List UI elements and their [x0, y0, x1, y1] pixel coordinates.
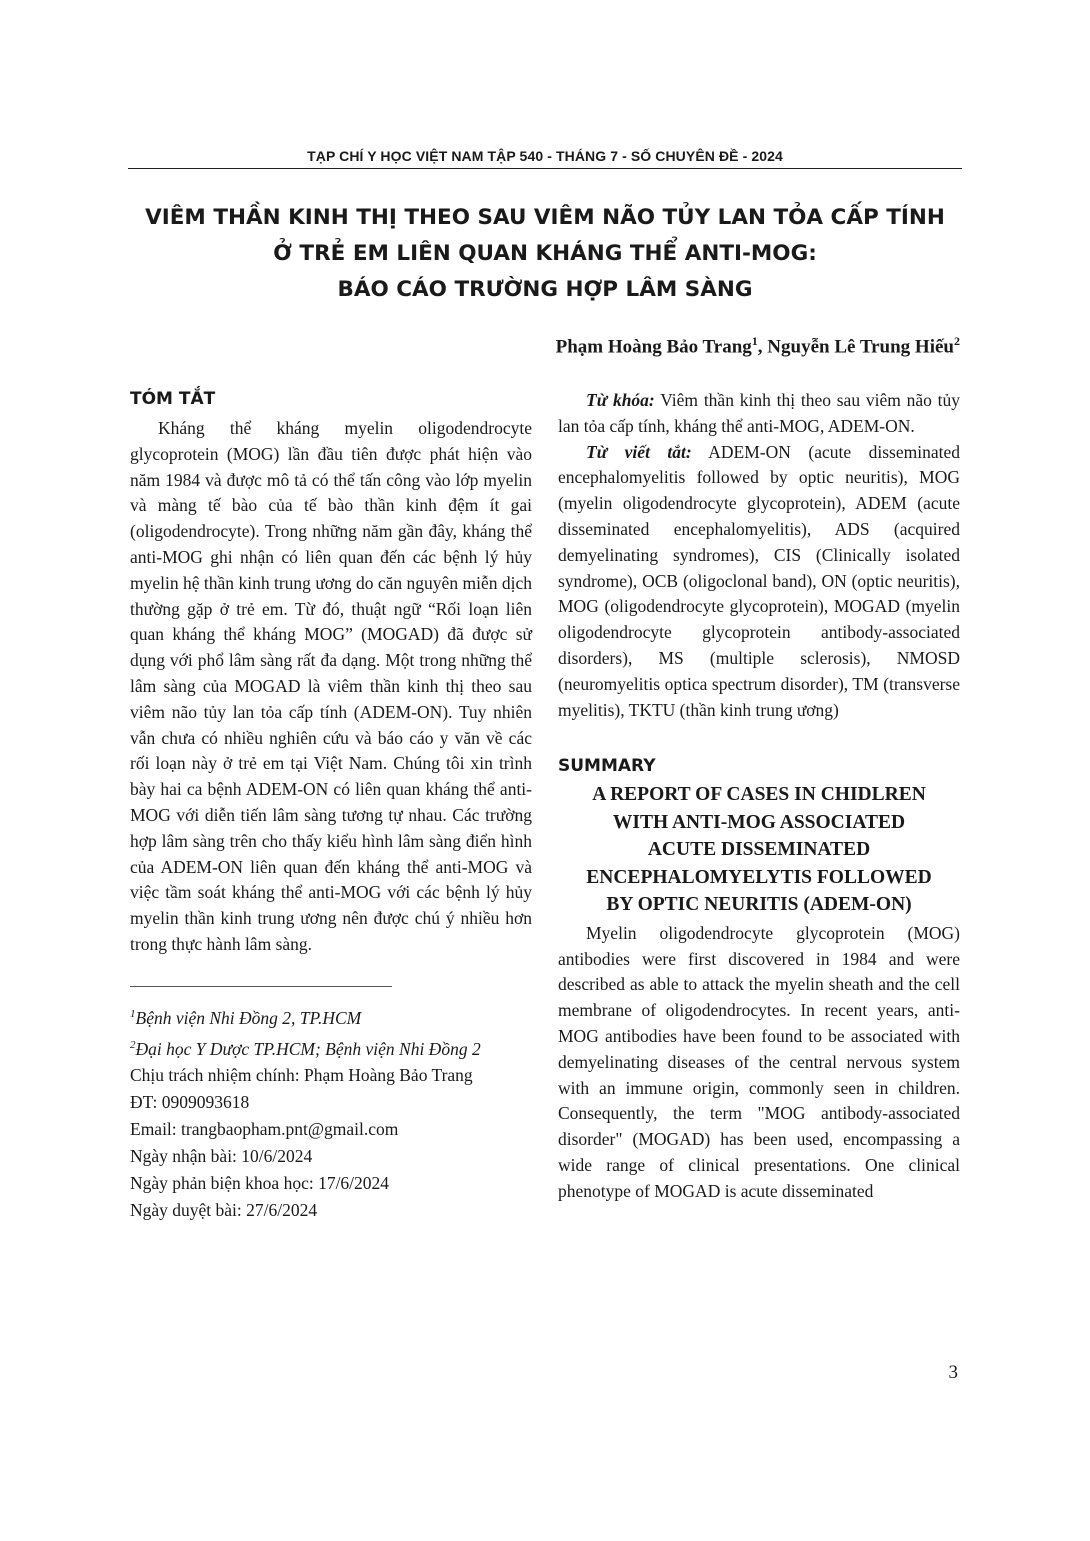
title-line-1: VIÊM THẦN KINH THỊ THEO SAU VIÊM NÃO TỦY LAN TỎA CẤP TÍNH — [145, 205, 945, 230]
abstract-text: Kháng thể kháng myelin oligodendrocyte glycoprotein (MOG) lần đầu tiên được phát hiện vào năm 1984 và được mô tả có thể tấn công vào lớp myelin và màng tế bào của tế bào thần kinh đệm ít gai (oligodendrocyte). Trong những năm gần đây, kháng thể anti-MOG ghi nhận có liên quan đến các bệnh lý hủy myelin hệ thần kinh trung ương do căn nguyên miễn dịch thường gặp ở trẻ em. Từ đó, thuật ngữ “Rối loạn liên quan kháng thể kháng MOG” (MOGAD) đã được sử dụng với phổ lâm sàng rất đa dạng. Một trong những thể lâm sàng của MOGAD là viêm thần kinh thị theo sau viêm não tủy lan tỏa cấp tính (ADEM-ON). Tuy nhiên vẫn chưa có nhiều nghiên cứu và báo cáo y văn về các rối loạn này ở trẻ em tại Việt Nam. Chúng tôi xin trình bày hai ca bệnh ADEM-ON có liên quan kháng thể anti-MOG với diễn tiến lâm sàng tương tự nhau. Các trường hợp lâm sàng trên cho thấy kiểu hình lâm sàng điển hình của ADEM-ON liên quan đến kháng thể anti-MOG và việc tầm soát kháng thể anti-MOG với các bệnh lý hủy myelin thần kinh trung ương nên được chú ý nhiều hơn trong thực hành lâm sàng. — [130, 418, 532, 954]
abbreviations-label: Từ viết tắt: — [586, 441, 692, 462]
article-title — [100, 200, 990, 308]
running-header: TẠP CHÍ Y HỌC VIỆT NAM TẬP 540 - THÁNG 7 - SỐ CHUYÊN ĐỀ - 2024 — [307, 148, 783, 164]
footnotes — [130, 1001, 532, 1225]
title-line-3: BÁO CÁO TRƯỜNG HỢP LÂM SÀNG — [337, 277, 753, 302]
author-1: Phạm Hoàng Bảo Trang — [555, 336, 752, 358]
header-rule — [128, 168, 962, 169]
author-separator: , — [757, 336, 768, 358]
summary-title-line-3: ACUTE DISSEMINATED — [647, 839, 871, 861]
summary-title-line-2: WITH ANTI-MOG ASSOCIATED — [612, 811, 906, 833]
footnote-mark-2: 2 — [130, 1038, 136, 1051]
summary-text: Myelin oligodendrocyte glycoprotein (MOG) antibodies were first discovered in 1984 and were described as able to attack the myelin sheath and the cell membrane of oligodendrocytes. In recent years, anti-MOG antibodies have been found to be associated with demyelinating diseases of the central nervous system with an immune origin, commonly seen in children. Consequently, the term "MOG antibody-associated disorder" (MOGAD) has been used, encompassing a wide range of clinical presentations. One clinical phenotype of MOGAD is acute disseminated — [558, 922, 960, 1201]
author-2: Nguyễn Lê Trung Hiếu — [767, 336, 954, 358]
abbreviations — [558, 440, 960, 724]
summary-title — [558, 781, 960, 919]
affiliation-2: Đại học Y Dược TP.HCM; Bệnh viện Nhi Đồng 2 — [135, 1038, 481, 1059]
left-column — [130, 386, 532, 1224]
author-2-affiliation-mark: 2 — [954, 334, 960, 348]
date-received: Ngày nhận bài: 10/6/2024 — [130, 1146, 313, 1167]
summary-heading: SUMMARY — [558, 756, 656, 777]
affiliation-1: Bệnh viện Nhi Đồng 2, TP.HCM — [135, 1007, 362, 1028]
date-reviewed: Ngày phản biện khoa học: 17/6/2024 — [130, 1173, 390, 1194]
keywords-text: Viêm thần kinh thị theo sau viêm não tủy lan tỏa cấp tính, kháng thể anti-MOG, ADEM-ON. — [558, 390, 960, 436]
title-line-2: Ở TRẺ EM LIÊN QUAN KHÁNG THỂ ANTI-MOG: — [273, 241, 817, 266]
author-1-affiliation-mark: 1 — [751, 334, 758, 348]
keywords-label: Từ khóa: — [586, 390, 655, 410]
keywords — [558, 388, 960, 440]
corresponding-author: Chịu trách nhiệm chính: Phạm Hoàng Bảo Trang — [130, 1065, 473, 1086]
abbreviations-text: ADEM-ON (acute disseminated encephalomyelitis followed by optic neuritis), MOG (myelin oligodendrocyte glycoprotein), ADEM (acute disseminated encephalomyelitis), ADS (acquired demyelinating syndromes), CIS (Clinically isolated syndrome), OCB (oligoclonal band), ON (optic neuritis), MOG (oligodendrocyte glycoprotein), MOGAD (myelin oligodendrocyte glycoprotein antibody-associated disorders), MS (multiple sclerosis), NMOSD (neuromyelitis optica spectrum disorder), TM (transverse myelitis), TKTU (thần kinh trung ương) — [558, 441, 960, 720]
footnote-rule — [130, 986, 392, 987]
date-accepted: Ngày duyệt bài: 27/6/2024 — [130, 1200, 318, 1221]
email: Email: trangbaopham.pnt@gmail.com — [130, 1119, 399, 1140]
author-line — [556, 334, 960, 358]
page-number: 3 — [948, 1362, 958, 1383]
footnote-mark-1: 1 — [130, 1007, 136, 1020]
footnote-affiliation-1 — [130, 1001, 532, 1032]
phone: ĐT: 0909093618 — [130, 1092, 250, 1113]
footnote-affiliation-2 — [130, 1032, 532, 1063]
right-column — [558, 388, 960, 1205]
abstract-heading: TÓM TẮT — [130, 389, 216, 409]
summary-title-line-1: A REPORT OF CASES IN CHIDLREN — [592, 784, 926, 806]
summary-title-line-4: ENCEPHALOMYELYTIS FOLLOWED — [586, 866, 932, 888]
summary-title-line-5: BY OPTIC NEURITIS (ADEM-ON) — [606, 894, 912, 916]
